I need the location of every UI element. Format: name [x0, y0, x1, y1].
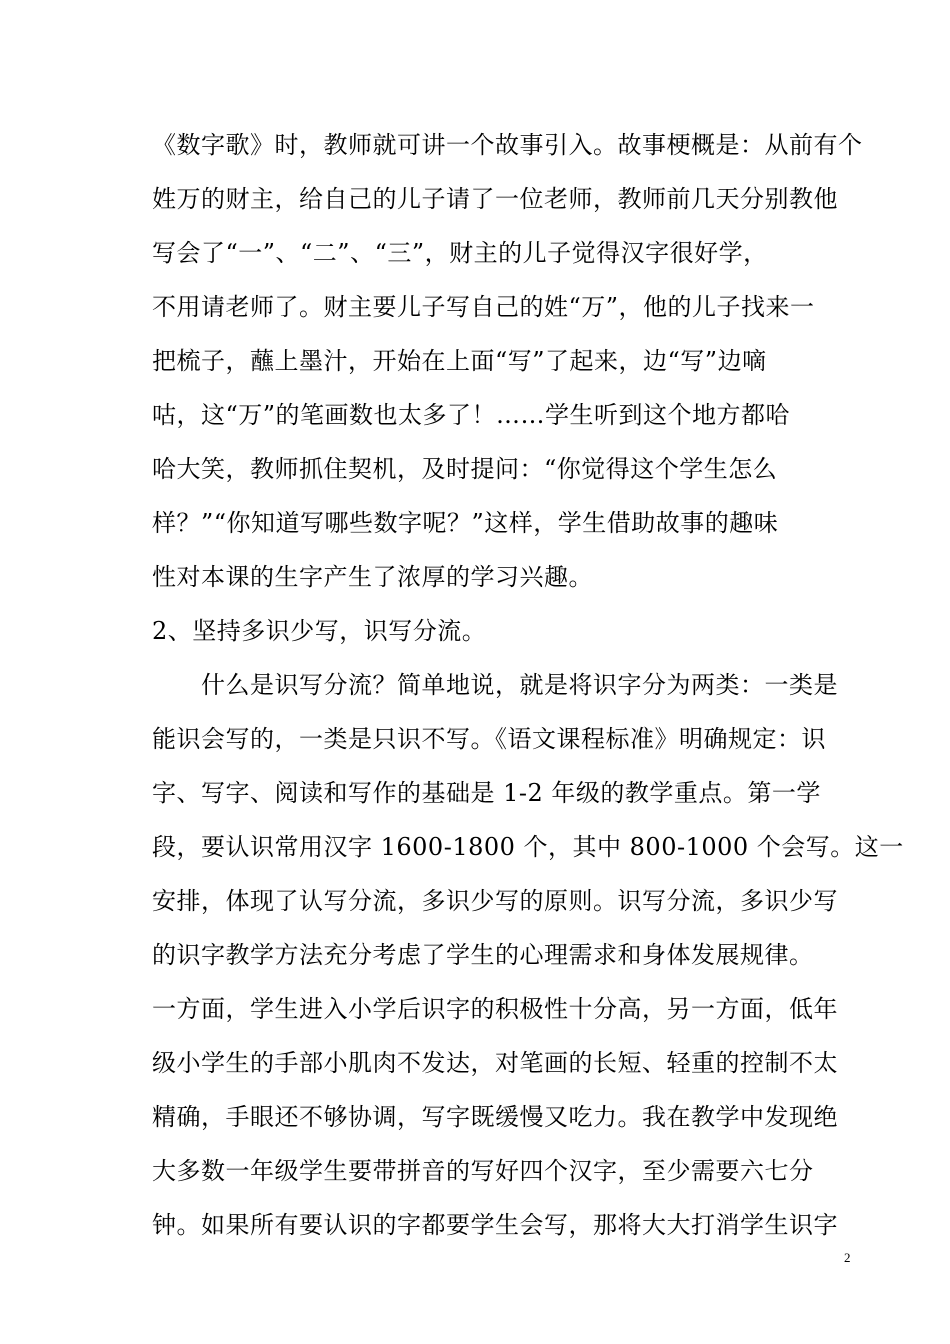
paragraph-line: 安排，体现了认写分流，多识少写的原则。识写分流，多识少写: [152, 887, 838, 915]
paragraph-line: 段，要认识常用汉字 1600-1800 个，其中 800-1000 个会写。这一: [152, 833, 904, 861]
paragraph-line: 精确，手眼还不够协调，写字既缓慢又吃力。我在教学中发现绝: [152, 1103, 838, 1131]
paragraph-line: 哈大笑，教师抓住契机，及时提问：“你觉得这个学生怎么: [152, 455, 778, 483]
paragraph-line: 咕，这“万”的笔画数也太多了！……学生听到这个地方都哈: [152, 401, 791, 429]
paragraph-line: 什么是识写分流？简单地说，就是将识字分为两类：一类是: [201, 671, 838, 699]
page-number: 2: [844, 1250, 851, 1265]
paragraph-line: 的识字教学方法充分考虑了学生的心理需求和身体发展规律。: [152, 941, 814, 969]
paragraph-line: 大多数一年级学生要带拼音的写好四个汉字，至少需要六七分: [152, 1157, 814, 1185]
paragraph-line: 样？”“你知道写哪些数字呢？”这样，学生借助故事的趣味: [152, 509, 779, 537]
paragraph-line: 性对本课的生字产生了浓厚的学习兴趣。: [152, 563, 593, 591]
paragraph-line: 不用请老师了。财主要儿子写自己的姓“万”，他的儿子找来一: [152, 293, 815, 321]
paragraph-line: 级小学生的手部小肌肉不发达，对笔画的长短、轻重的控制不太: [152, 1049, 838, 1077]
paragraph-line: 把梳子，蘸上墨汁，开始在上面“写”了起来，边“写”边嘀: [152, 347, 767, 375]
paragraph-line: 《数字歌》时，教师就可讲一个故事引入。故事梗概是：从前有个: [152, 131, 863, 159]
section-heading: 2、坚持多识少写，识写分流。: [152, 617, 487, 645]
paragraph-line: 字、写字、阅读和写作的基础是 1-2 年级的教学重点。第一学: [152, 779, 821, 807]
paragraph-line: 姓万的财主，给自己的儿子请了一位老师，教师前几天分别教他: [152, 185, 838, 213]
paragraph-line: 能识会写的，一类是只识不写。《语文课程标准》明确规定：识: [152, 725, 826, 753]
paragraph-line: 一方面，学生进入小学后识字的积极性十分高，另一方面，低年: [152, 995, 838, 1023]
paragraph-line: 写会了“一”、“二”、“三”，财主的儿子觉得汉字很好学，: [152, 239, 768, 267]
paragraph-line: 钟。如果所有要认识的字都要学生会写，那将大大打消学生识字: [152, 1211, 838, 1239]
